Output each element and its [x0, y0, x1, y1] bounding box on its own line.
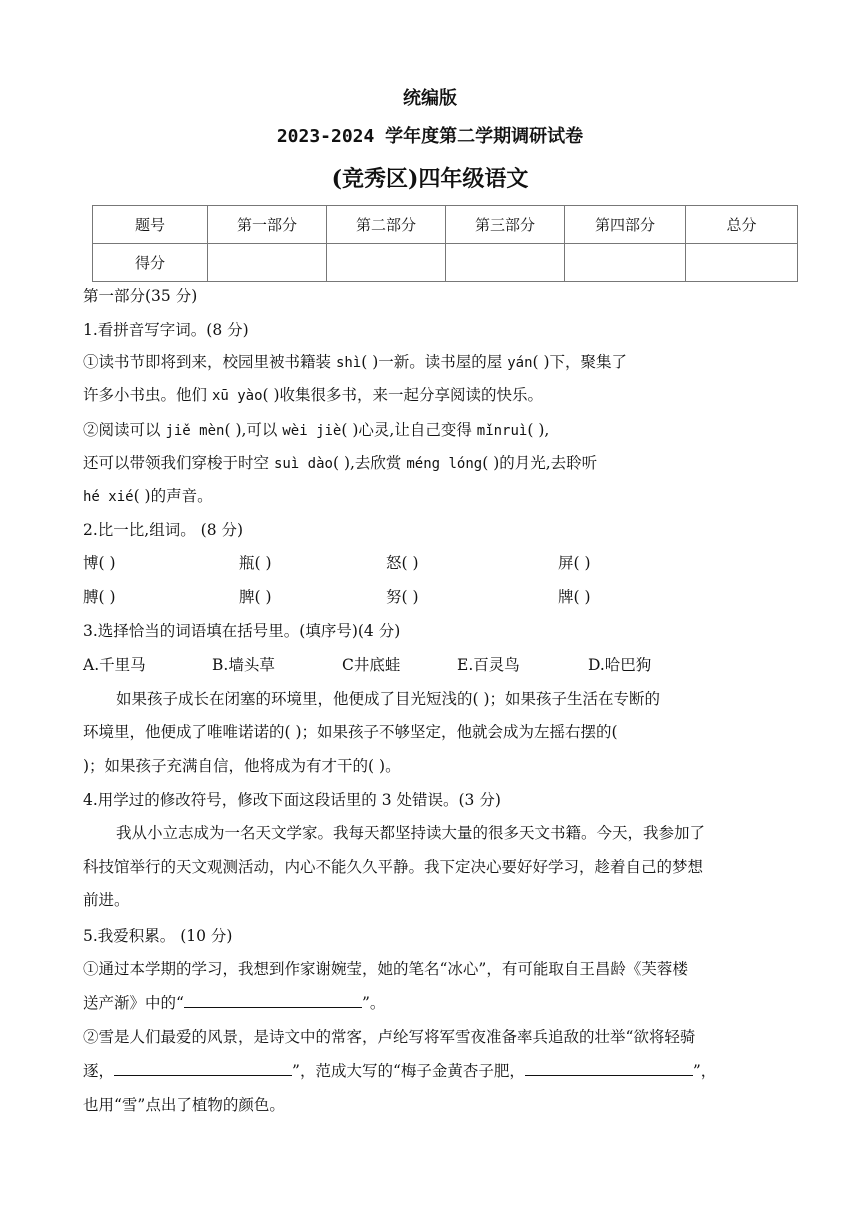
pinyin-menglong: méng lóng [406, 456, 483, 472]
q1-line-3 [83, 420, 783, 441]
score-table-header-row [93, 206, 798, 244]
q1-text: ②阅读可以 [83, 421, 161, 439]
header-cell-part2: 第二部分 [327, 206, 446, 244]
q2-item: 脾( ) [239, 588, 272, 606]
q5-text: ”。 [361, 994, 386, 1012]
pinyin-jiemen: jiě mèn [165, 423, 225, 439]
q5-title: 5.我爱积累。 (10 分) [83, 927, 233, 945]
answer-blank[interactable] [184, 993, 362, 1008]
grade-subject-title: (竞秀区)四年级语文 [331, 166, 529, 192]
score-cell-part1[interactable] [208, 244, 327, 282]
q3-paragraph-line-3: )；如果孩子充满自信，他将成为有才干的( )。 [83, 757, 401, 775]
answer-blank[interactable] [114, 1061, 292, 1076]
header-cell-part3: 第三部分 [446, 206, 565, 244]
q5-line-2 [83, 993, 783, 1013]
q1-text: ( ),去欣赏 [332, 454, 402, 472]
q1-text: ①读书节即将到来，校园里被书籍装 [83, 353, 332, 371]
q5-line-1: ①通过本学期的学习，我想到作家谢婉莹，她的笔名“冰心”，有可能取自王昌龄《芙蓉楼 [83, 960, 688, 978]
score-table [92, 205, 798, 282]
q1-text: ( )的月光,去聆听 [482, 454, 598, 472]
q5-line-3: ②雪是人们最爱的风景，是诗文中的常客，卢纶写将军雪夜准备率兵追敌的壮举“欲将轻骑 [83, 1028, 696, 1046]
q1-text: ( )一新。读书屋的屋 [361, 353, 503, 371]
q1-text: ( )收集很多书，来一起分享阅读的快乐。 [262, 386, 544, 404]
q2-item: 瓶( ) [239, 554, 272, 572]
q1-text: ( ),可以 [224, 421, 278, 439]
pinyin-suidao: suì dào [273, 456, 333, 472]
score-table-score-row [93, 244, 798, 282]
q3-paragraph-line-1: 如果孩子成长在闭塞的环境里，他便成了目光短浅的( )；如果孩子生活在专断的 [116, 690, 661, 708]
q1-text: 还可以带领我们穿梭于时空 [83, 454, 270, 472]
q4-paragraph-line-3: 前进。 [83, 891, 130, 909]
q2-item: 怒( ) [386, 554, 419, 572]
q5-text: 逐， [83, 1062, 115, 1080]
score-row-label: 得分 [93, 244, 208, 282]
q3-option: E.百灵鸟 [457, 656, 520, 674]
pinyin-yan: yán [507, 355, 533, 371]
q2-item: 牌( ) [558, 588, 591, 606]
q3-title: 3.选择恰当的词语填在括号里。(填序号)(4 分) [83, 622, 401, 640]
q3-option: C井底蛙 [342, 656, 401, 674]
q1-text: ( )下，聚集了 [532, 353, 628, 371]
header-cell-part4: 第四部分 [565, 206, 686, 244]
pinyin-xuyao: xū yào [211, 388, 263, 404]
q3-option: D.哈巴狗 [588, 656, 652, 674]
q4-paragraph-line-2: 科技馆举行的天文观测活动，内心不能久久平静。我下定决心要好好学习，趁着自己的梦想 [83, 858, 704, 876]
q1-text: ( ), [527, 421, 550, 439]
q1-line-4 [83, 453, 783, 474]
score-cell-part3[interactable] [446, 244, 565, 282]
score-cell-part4[interactable] [565, 244, 686, 282]
score-cell-total[interactable] [686, 244, 798, 282]
q1-text: ( )的声音。 [133, 487, 213, 505]
q5-line-5: 也用“雪”点出了植物的颜色。 [83, 1096, 285, 1114]
q2-item: 屏( ) [558, 554, 591, 572]
part1-heading: 第一部分(35 分) [83, 287, 198, 305]
q2-title: 2.比一比,组词。 (8 分) [83, 521, 244, 539]
q1-text: ( )心灵,让自己变得 [341, 421, 472, 439]
q3-option: A.千里马 [83, 656, 146, 674]
edition-label: 统编版 [403, 88, 457, 109]
q3-option: B.墙头草 [212, 656, 275, 674]
pinyin-weijie: wèi jiè [282, 423, 342, 439]
q2-item: 博( ) [83, 554, 116, 572]
header-cell-part1: 第一部分 [208, 206, 327, 244]
q2-item: 努( ) [386, 588, 419, 606]
header-cell-total: 总分 [686, 206, 798, 244]
q1-text: 许多小书虫。他们 [83, 386, 208, 404]
exam-title: 2023-2024 学年度第二学期调研试卷 [276, 126, 584, 147]
q5-text: ”，范成大写的“梅子金黄杏子肥， [292, 1062, 525, 1080]
q1-title: 1.看拼音写字词。(8 分) [83, 321, 249, 339]
q5-line-4 [83, 1061, 783, 1081]
score-cell-part2[interactable] [327, 244, 446, 282]
pinyin-minrui: mǐnruì [476, 423, 528, 439]
q4-paragraph-line-1: 我从小立志成为一名天文学家。我每天都坚持读大量的很多天文书籍。今天，我参加了 [116, 824, 706, 842]
q5-text: 送产渐》中的“ [83, 994, 184, 1012]
q1-line-5 [83, 486, 783, 507]
q4-title: 4.用学过的修改符号，修改下面这段话里的 3 处错误。(3 分) [83, 791, 501, 809]
q1-line-1 [83, 352, 783, 373]
header-cell-number: 题号 [93, 206, 208, 244]
q5-text: ”， [692, 1062, 717, 1080]
answer-blank[interactable] [525, 1061, 693, 1076]
q3-paragraph-line-2: 环境里，他便成了唯唯诺诺的( )；如果孩子不够坚定，他就会成为左摇右摆的( [83, 723, 618, 741]
q1-line-2 [83, 385, 783, 406]
q2-item: 膊( ) [83, 588, 116, 606]
pinyin-shi: shì [335, 355, 362, 371]
pinyin-hexie: hé xié [83, 489, 134, 505]
